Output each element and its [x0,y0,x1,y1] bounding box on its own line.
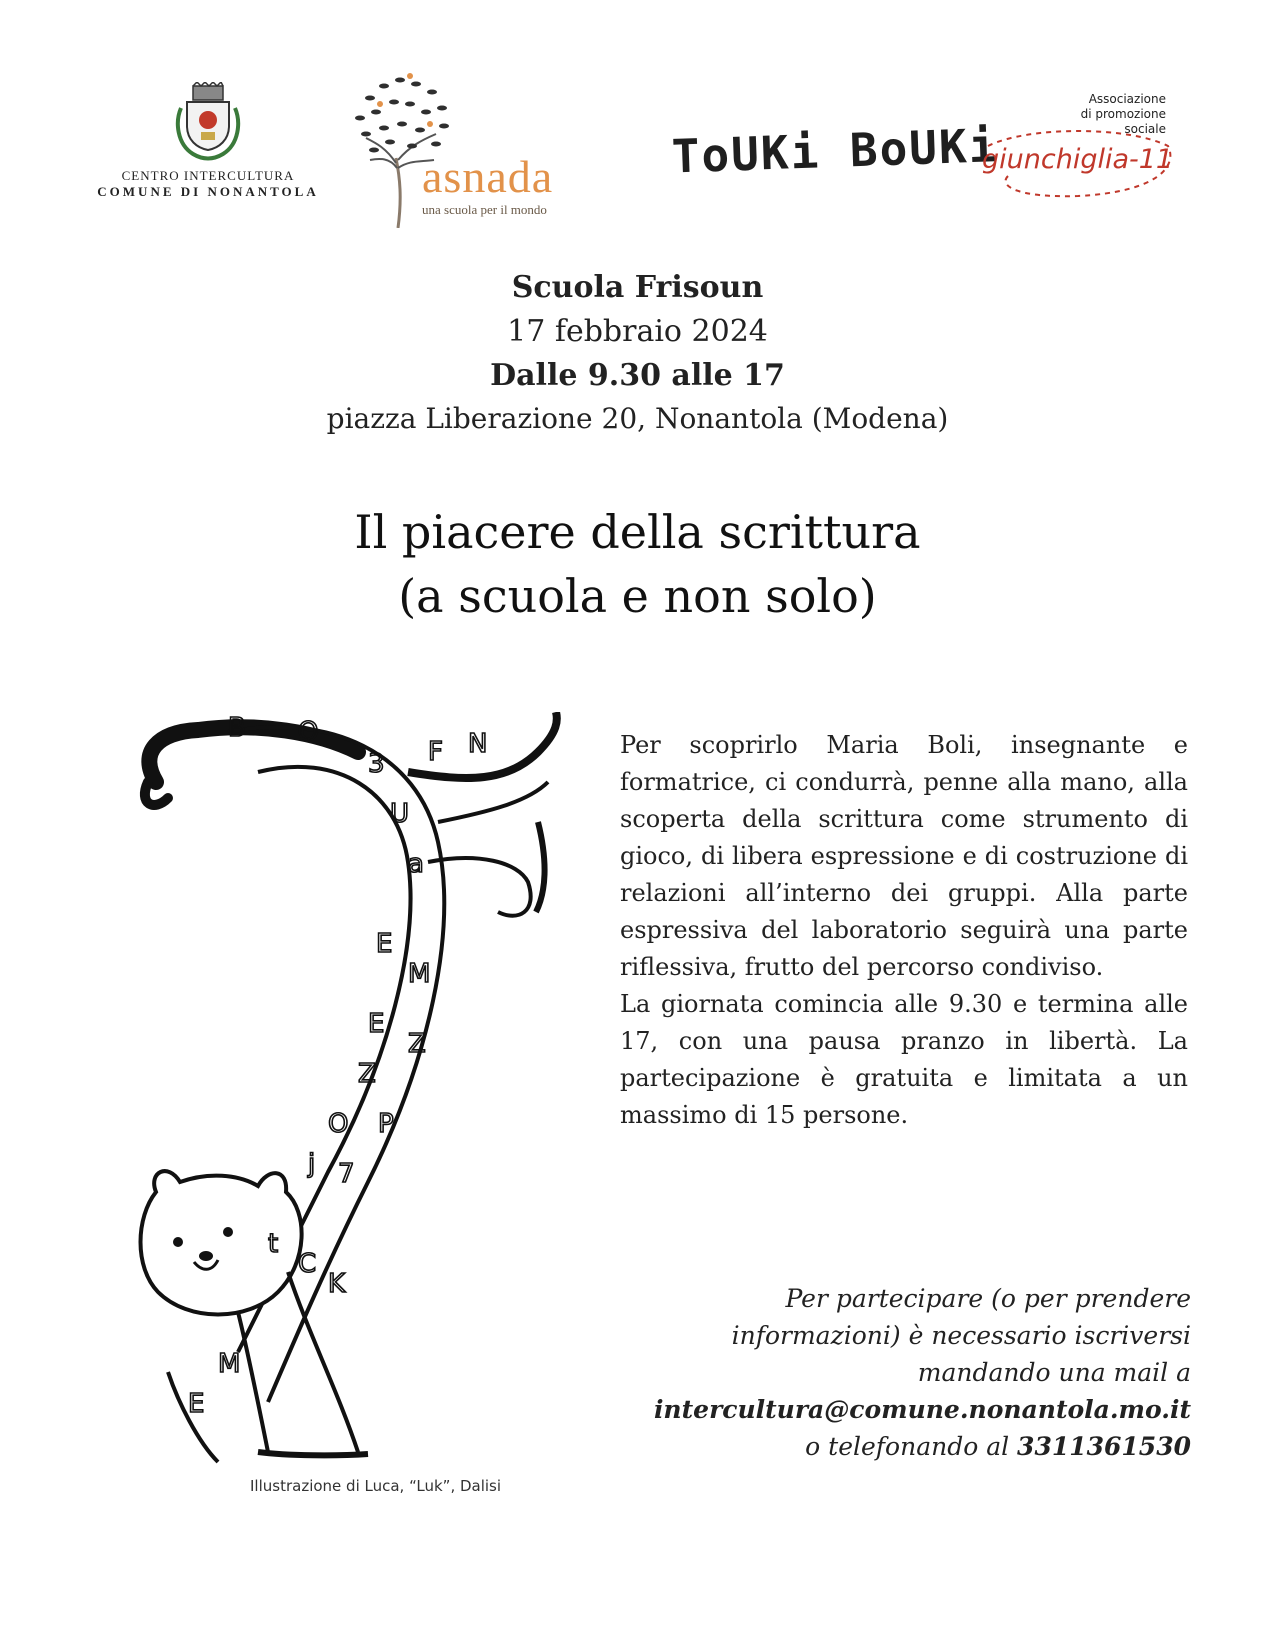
svg-text:P: P [378,1109,394,1139]
svg-text:7: 7 [338,1159,355,1189]
svg-text:K: K [328,1269,346,1299]
svg-text:M: M [218,1349,241,1379]
comune-logo-line2: COMUNE DI NONANTOLA [97,184,319,199]
svg-text:F: F [428,737,443,767]
main-title [0,500,1275,628]
event-date: 17 febbraio 2024 [507,314,768,349]
svg-text:B: B [228,713,246,743]
svg-text:O: O [328,1109,349,1139]
svg-text:U: U [390,799,410,829]
contact-line2: informazioni) è necessario iscriversi [731,1321,1191,1350]
svg-text:E: E [376,929,393,959]
contact-email[interactable]: intercultura@comune.nonantola.mo.it [653,1395,1191,1424]
svg-text:E: E [368,1009,385,1039]
svg-text:3: 3 [368,749,385,779]
svg-text:Z: Z [408,1029,426,1059]
giunchiglia-name: giunchiglia-11 [982,144,1174,175]
title-line1: Il piacere della scrittura [354,505,921,559]
svg-text:Z: Z [358,1059,376,1089]
assoc-line3: sociale [1124,122,1166,136]
comune-logo-line1: CENTRO INTERCULTURA [121,168,295,183]
contact-line1: Per partecipare (o per prendere [785,1284,1191,1313]
title-line2: (a scuola e non solo) [398,569,877,623]
svg-text:C: C [298,1249,317,1279]
assoc-line1: Associazione [1088,92,1166,106]
svg-text:t: t [268,1229,279,1259]
comune-nonantola-logo [88,82,328,222]
contact-phone-line [631,1428,1191,1465]
contact-info [631,1280,1191,1465]
description [620,727,1188,1134]
svg-text:O: O [298,717,319,747]
contact-line3: mandando una mail a [917,1358,1191,1387]
svg-text:E: E [188,1389,205,1419]
description-paragraph-1: Per scoprirlo Maria Boli, insegnante e formatrice, ci condurrà, penne alla mano, alla scoperta della scrittura come strumento di gioco, di libera espressione e di costruzione di relazioni all’interno dei gruppi. Alla parte espressiva del laboratorio seguirà una parte riflessiva, frutto del percorso condiviso. [620,731,1188,981]
event-address: piazza Liberazione 20, Nonantola (Modena) [326,402,949,435]
assoc-line2: di promozione [1080,107,1166,121]
svg-text:a: a [408,849,424,879]
giunchiglia-logo [978,88,1178,208]
cat-illustration [108,712,588,1472]
asnada-logo [350,68,580,228]
asnada-name: asnada [422,151,554,202]
description-paragraph-2: La giornata comincia alle 9.30 e termina alle 17, con una pausa pranzo in libertà. La partecipazione è gratuita e limitata a un massimo di 15 persone. [620,990,1188,1129]
svg-text:j: j [308,1149,316,1179]
event-venue: Scuola Frisoun [511,270,764,305]
asnada-tagline: una scuola per il mondo [422,202,547,217]
touki-bouki-logo: ToUKi BoUKi [670,118,1000,184]
contact-phone-prefix: o telefonando al [805,1432,1018,1461]
event-time: Dalle 9.30 alle 17 [490,358,785,393]
svg-text:M: M [408,959,431,989]
svg-text:N: N [468,729,488,759]
crest-icon [173,82,243,162]
contact-phone[interactable]: 3311361530 [1017,1432,1191,1461]
illustration-credit: Illustrazione di Luca, “Luk”, Dalisi [250,1477,502,1495]
